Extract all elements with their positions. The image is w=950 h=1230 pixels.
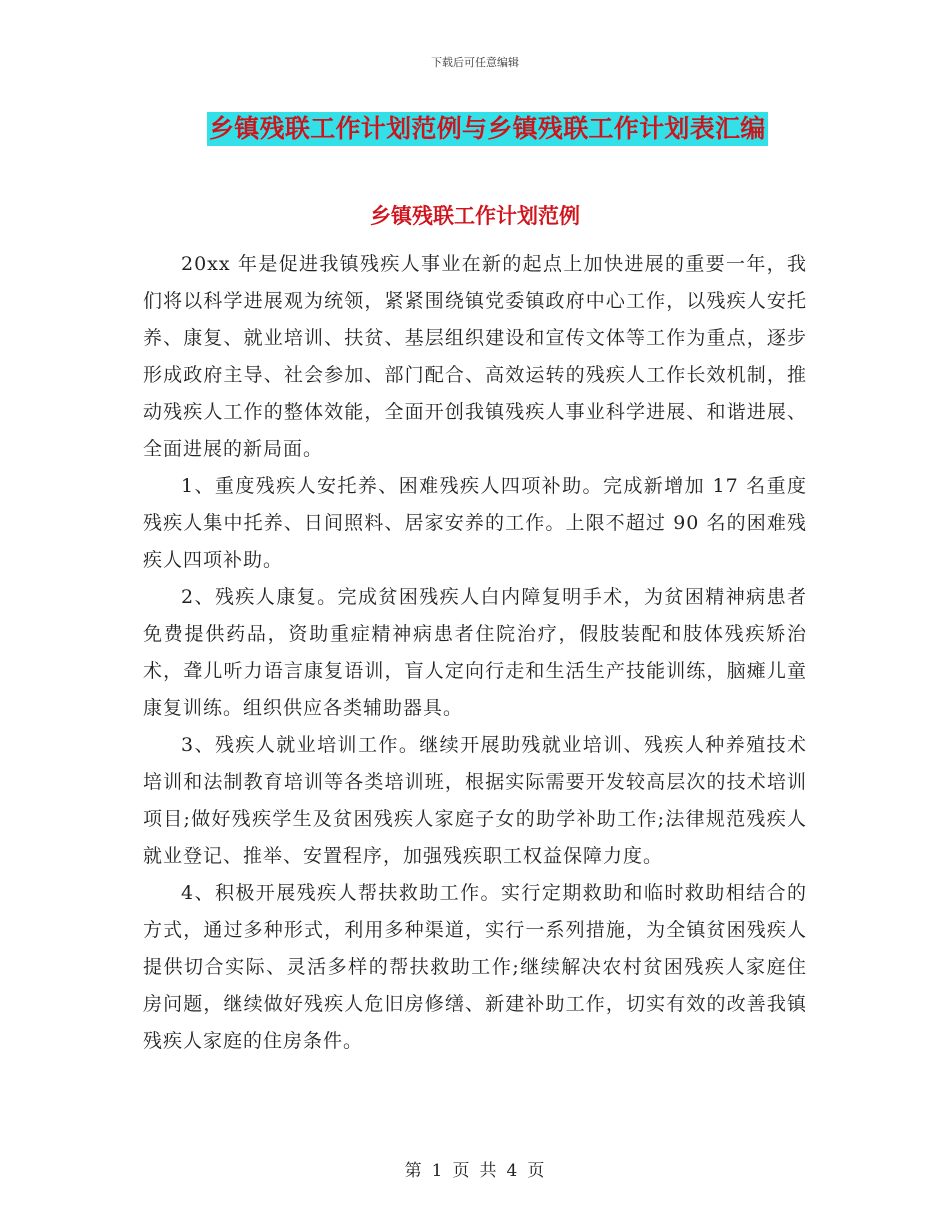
section-title: 乡镇残联工作计划范例 xyxy=(370,204,580,228)
page-number: 1 xyxy=(431,1161,444,1181)
paragraph-item-3: 3、残疾人就业培训工作。继续开展助残就业培训、残疾人种养殖技术培训和法制教育培训等各类培训班，根据实际需要开发较高层次的技术培训项目;做好残疾学生及贫困残疾人家庭子女的助学补助工作;法律规范残疾人就业登记、推举、安置程序，加强残疾职工权益保障力度。 xyxy=(143,734,807,867)
document-title: 乡镇残联工作计划范例与乡镇残联工作计划表汇编 xyxy=(207,112,768,146)
total-unit: 页 xyxy=(527,1161,546,1181)
paragraph-intro: 20xx 年是促进我镇残疾人事业在新的起点上加快进展的重要一年，我们将以科学进展观为统领，紧紧围绕镇党委镇政府中心工作，以残疾人安托养、康复、就业培训、扶贫、基层组织建设和宣传文体等工作为重点，逐步形成政府主导、社会参加、部门配合、高效运转的残疾人工作长效机制，推动残疾人工作的整体效能，全面开创我镇残疾人事业科学进展、和谐进展、全面进展的新局面。 xyxy=(143,253,807,460)
page-unit: 页 xyxy=(452,1161,471,1181)
total-pages: 4 xyxy=(506,1161,519,1181)
paragraph-item-1: 1、重度残疾人安托养、困难残疾人四项补助。完成新增加 17 名重度残疾人集中托养、日间照料、居家安养的工作。上限不超过 90 名的困难残疾人四项补助。 xyxy=(143,475,807,571)
page-footer xyxy=(0,1156,950,1181)
page-label: 第 xyxy=(404,1161,423,1181)
document-body xyxy=(143,246,807,1060)
paragraph-item-4: 4、积极开展残疾人帮扶救助工作。实行定期救助和临时救助相结合的方式，通过多种形式，利用多种渠道，实行一系列措施，为全镇贫困残疾人提供切合实际、灵活多样的帮扶救助工作;继续解决农村贫困残疾人家庭住房问题，继续做好残疾人危旧房修缮、新建补助工作，切实有效的改善我镇残疾人家庭的住房条件。 xyxy=(143,882,807,1052)
total-label: 共 xyxy=(479,1161,498,1181)
header-note: 下载后可任意编辑 xyxy=(431,56,519,69)
paragraph-item-2: 2、残疾人康复。完成贫困残疾人白内障复明手术，为贫困精神病患者免费提供药品，资助重症精神病患者住院治疗，假肢装配和肢体残疾矫治术，聋儿听力语言康复语训，盲人定向行走和生活生产技能训练，脑瘫儿童康复训练。组织供应各类辅助器具。 xyxy=(143,586,807,719)
